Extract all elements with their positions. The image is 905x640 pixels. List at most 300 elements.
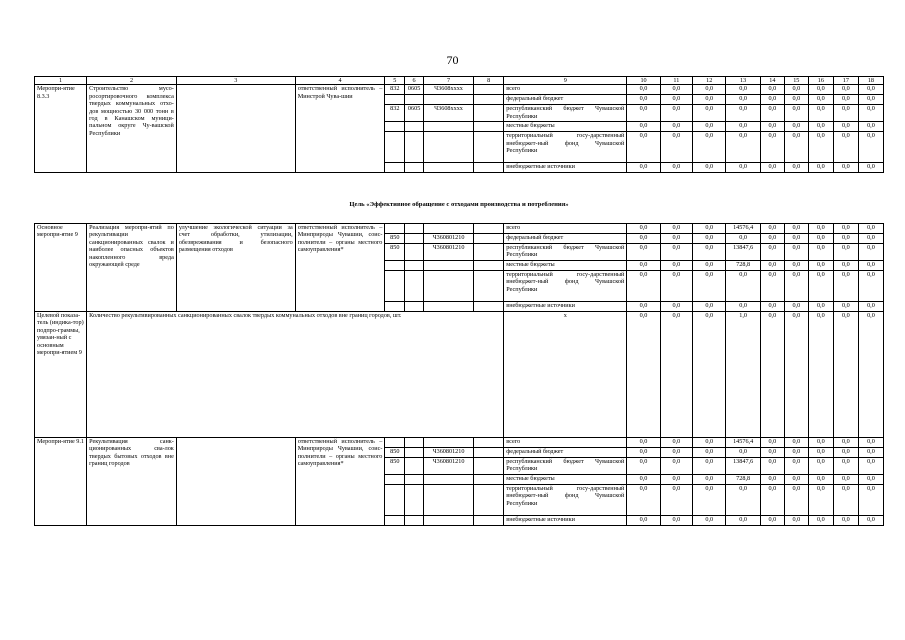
value-cell: 0,0 bbox=[833, 95, 858, 105]
expected-result: улучшение экологической ситуации за счет обработки, утилизации, обезвреживания и безопасного размещения отходов bbox=[176, 224, 295, 312]
value-cell: 0,0 bbox=[726, 105, 760, 122]
value-cell: 0,0 bbox=[726, 302, 760, 312]
header-cell: 13 bbox=[726, 77, 760, 85]
header-cell: 4 bbox=[295, 77, 385, 85]
section-code bbox=[405, 485, 424, 516]
grbs-code bbox=[385, 163, 405, 173]
value-cell: 0,0 bbox=[858, 271, 883, 302]
value-cell: 0,0 bbox=[693, 261, 726, 271]
target-article-code bbox=[423, 475, 473, 485]
target-article-code: Ч360801210 bbox=[423, 448, 473, 458]
value-cell: 0,0 bbox=[760, 95, 784, 105]
value-cell: 0,0 bbox=[760, 438, 784, 448]
value-cell: 0,0 bbox=[833, 271, 858, 302]
value-cell: 0,0 bbox=[627, 244, 660, 261]
funding-source: федеральный бюджет bbox=[504, 448, 627, 458]
grbs-code: 850 bbox=[385, 234, 405, 244]
value-cell: 0,0 bbox=[660, 224, 692, 234]
value-cell: 0,0 bbox=[784, 163, 808, 173]
value-cell: 0,0 bbox=[693, 105, 726, 122]
expense-type-code bbox=[474, 271, 504, 302]
value-cell: 0,0 bbox=[660, 105, 692, 122]
expense-type-code bbox=[474, 163, 504, 173]
grbs-code bbox=[385, 261, 405, 271]
indicator-marker: x bbox=[504, 312, 627, 438]
value-cell: 0,0 bbox=[833, 475, 858, 485]
value-cell: 0,0 bbox=[693, 85, 726, 95]
expense-type-code bbox=[474, 132, 504, 163]
value-cell: 0,0 bbox=[726, 163, 760, 173]
header-cell: 18 bbox=[858, 77, 883, 85]
value-cell: 0,0 bbox=[726, 485, 760, 516]
section-code bbox=[405, 234, 424, 244]
value-cell: 0,0 bbox=[833, 163, 858, 173]
section-code bbox=[405, 261, 424, 271]
value-cell: 0,0 bbox=[760, 516, 784, 526]
funding-source: республиканский бюджет Чувашской Республики bbox=[504, 105, 627, 122]
indicator-description: Количество рекультивированных санкционированных свалок твердых коммунальных отходов вне границ городов, шт. bbox=[87, 312, 504, 438]
value-cell: 0,0 bbox=[760, 105, 784, 122]
indicator-value: 1,0 bbox=[726, 312, 760, 438]
value-cell: 0,0 bbox=[760, 485, 784, 516]
value-cell: 0,0 bbox=[726, 95, 760, 105]
value-cell: 0,0 bbox=[627, 163, 660, 173]
section-code bbox=[405, 516, 424, 526]
value-cell: 0,0 bbox=[784, 271, 808, 302]
value-cell: 0,0 bbox=[784, 475, 808, 485]
target-article-code: Ч360801210 bbox=[423, 244, 473, 261]
value-cell: 0,0 bbox=[833, 261, 858, 271]
expense-type-code bbox=[474, 105, 504, 122]
funding-source: территориальный госу-дарственный внебюджет-ный фонд Чувашской Республики bbox=[504, 271, 627, 302]
value-cell: 0,0 bbox=[858, 485, 883, 516]
value-cell: 0,0 bbox=[627, 224, 660, 234]
value-cell: 0,0 bbox=[660, 516, 692, 526]
value-cell: 0,0 bbox=[808, 271, 833, 302]
section-code bbox=[405, 475, 424, 485]
value-cell: 0,0 bbox=[784, 132, 808, 163]
header-cell: 15 bbox=[784, 77, 808, 85]
value-cell: 13847,6 bbox=[726, 458, 760, 475]
table-row bbox=[35, 85, 884, 95]
indicator-title: Целевой показа-тель (индика-тор) подпро-граммы, увязан-ный с основным меропри-ятием 9 bbox=[35, 312, 87, 438]
expected-result bbox=[176, 438, 295, 526]
value-cell: 0,0 bbox=[693, 234, 726, 244]
expense-type-code bbox=[474, 95, 504, 105]
target-article-code bbox=[423, 95, 473, 105]
value-cell: 0,0 bbox=[627, 85, 660, 95]
grbs-code bbox=[385, 95, 405, 105]
funding-source: территориальный госу-дарственный внебюджет-ный фонд Чувашской Республики bbox=[504, 485, 627, 516]
activity-code: Основное меропри-ятие 9 bbox=[35, 224, 87, 312]
value-cell: 0,0 bbox=[627, 122, 660, 132]
grbs-code bbox=[385, 475, 405, 485]
expense-type-code bbox=[474, 85, 504, 95]
value-cell: 0,0 bbox=[808, 95, 833, 105]
section-code: 0605 bbox=[405, 105, 424, 122]
value-cell: 0,0 bbox=[660, 458, 692, 475]
value-cell: 0,0 bbox=[693, 302, 726, 312]
funding-source: всего bbox=[504, 438, 627, 448]
responsible-executor: ответственный исполнитель – Минприроды Чувашии, соис-полнители – органы местного самоуправления* bbox=[295, 224, 385, 312]
value-cell: 0,0 bbox=[660, 485, 692, 516]
section-code: 0605 bbox=[405, 85, 424, 95]
section-code bbox=[405, 302, 424, 312]
value-cell: 0,0 bbox=[784, 458, 808, 475]
value-cell: 0,0 bbox=[726, 234, 760, 244]
value-cell: 0,0 bbox=[726, 122, 760, 132]
funding-source: внебюджетные источники bbox=[504, 516, 627, 526]
funding-source: местные бюджеты bbox=[504, 122, 627, 132]
grbs-code bbox=[385, 516, 405, 526]
value-cell: 0,0 bbox=[808, 224, 833, 234]
header-cell: 17 bbox=[833, 77, 858, 85]
grbs-code bbox=[385, 271, 405, 302]
target-article-code bbox=[423, 261, 473, 271]
value-cell: 0,0 bbox=[784, 516, 808, 526]
value-cell: 0,0 bbox=[660, 271, 692, 302]
value-cell: 0,0 bbox=[808, 302, 833, 312]
funding-source: республиканский бюджет Чувашской Республики bbox=[504, 458, 627, 475]
value-cell: 0,0 bbox=[858, 244, 883, 261]
value-cell: 728,8 bbox=[726, 261, 760, 271]
funding-source: внебюджетные источники bbox=[504, 163, 627, 173]
value-cell: 0,0 bbox=[660, 95, 692, 105]
value-cell: 0,0 bbox=[693, 516, 726, 526]
value-cell: 0,0 bbox=[833, 302, 858, 312]
value-cell: 0,0 bbox=[858, 448, 883, 458]
section-code bbox=[405, 95, 424, 105]
value-cell: 0,0 bbox=[660, 475, 692, 485]
value-cell: 0,0 bbox=[858, 85, 883, 95]
value-cell: 0,0 bbox=[808, 122, 833, 132]
header-cell: 3 bbox=[176, 77, 295, 85]
target-article-code bbox=[423, 271, 473, 302]
value-cell: 0,0 bbox=[808, 105, 833, 122]
expense-type-code bbox=[474, 475, 504, 485]
indicator-value: 0,0 bbox=[808, 312, 833, 438]
value-cell: 0,0 bbox=[858, 95, 883, 105]
value-cell: 0,0 bbox=[858, 163, 883, 173]
value-cell: 0,0 bbox=[833, 132, 858, 163]
value-cell: 0,0 bbox=[627, 438, 660, 448]
value-cell: 0,0 bbox=[760, 271, 784, 302]
value-cell: 0,0 bbox=[693, 271, 726, 302]
indicator-value: 0,0 bbox=[760, 312, 784, 438]
value-cell: 0,0 bbox=[760, 224, 784, 234]
target-article-code: Ч3608хххх bbox=[423, 85, 473, 95]
value-cell: 0,0 bbox=[833, 244, 858, 261]
section-code bbox=[405, 271, 424, 302]
value-cell: 0,0 bbox=[660, 122, 692, 132]
value-cell: 0,0 bbox=[627, 516, 660, 526]
value-cell: 0,0 bbox=[784, 234, 808, 244]
value-cell: 0,0 bbox=[833, 448, 858, 458]
value-cell: 0,0 bbox=[693, 132, 726, 163]
activity-name: Реализация меропри-ятий по рекультивации санкционированных свалок и наиболее опасных объектов накопленного вреда окружающей среде bbox=[87, 224, 177, 312]
header-cell: 2 bbox=[87, 77, 177, 85]
value-cell: 0,0 bbox=[693, 95, 726, 105]
expense-type-code bbox=[474, 438, 504, 448]
header-cell: 12 bbox=[693, 77, 726, 85]
value-cell: 0,0 bbox=[760, 244, 784, 261]
value-cell: 0,0 bbox=[833, 458, 858, 475]
value-cell: 0,0 bbox=[760, 163, 784, 173]
expected-result bbox=[176, 85, 295, 173]
value-cell: 0,0 bbox=[784, 122, 808, 132]
value-cell: 0,0 bbox=[627, 485, 660, 516]
value-cell: 0,0 bbox=[784, 244, 808, 261]
value-cell: 0,0 bbox=[833, 224, 858, 234]
value-cell: 0,0 bbox=[784, 105, 808, 122]
value-cell: 0,0 bbox=[693, 244, 726, 261]
section-code bbox=[405, 458, 424, 475]
value-cell: 0,0 bbox=[760, 85, 784, 95]
target-article-code bbox=[423, 122, 473, 132]
value-cell: 0,0 bbox=[660, 132, 692, 163]
value-cell: 0,0 bbox=[726, 448, 760, 458]
value-cell: 0,0 bbox=[760, 261, 784, 271]
value-cell: 0,0 bbox=[760, 448, 784, 458]
value-cell: 0,0 bbox=[833, 85, 858, 95]
value-cell: 0,0 bbox=[627, 261, 660, 271]
indicator-value: 0,0 bbox=[784, 312, 808, 438]
section-code bbox=[405, 163, 424, 173]
value-cell: 0,0 bbox=[808, 516, 833, 526]
section-code bbox=[405, 448, 424, 458]
funding-source: федеральный бюджет bbox=[504, 234, 627, 244]
value-cell: 14576,4 bbox=[726, 438, 760, 448]
value-cell: 0,0 bbox=[784, 85, 808, 95]
target-article-code: Ч3608хххх bbox=[423, 105, 473, 122]
section-code bbox=[405, 438, 424, 448]
value-cell: 0,0 bbox=[627, 234, 660, 244]
target-article-code bbox=[423, 516, 473, 526]
funding-source: всего bbox=[504, 224, 627, 234]
value-cell: 0,0 bbox=[760, 302, 784, 312]
grbs-code: 832 bbox=[385, 85, 405, 95]
expense-type-code bbox=[474, 244, 504, 261]
value-cell: 0,0 bbox=[784, 485, 808, 516]
expense-type-code bbox=[474, 224, 504, 234]
funding-source: федеральный бюджет bbox=[504, 95, 627, 105]
value-cell: 0,0 bbox=[760, 458, 784, 475]
responsible-executor: ответственный исполнитель – Минприроды Чувашии, соис-полнители – органы местного самоуправления* bbox=[295, 438, 385, 526]
value-cell: 0,0 bbox=[660, 244, 692, 261]
value-cell: 0,0 bbox=[808, 475, 833, 485]
value-cell: 0,0 bbox=[693, 438, 726, 448]
funding-source: всего bbox=[504, 85, 627, 95]
header-cell: 1 bbox=[35, 77, 87, 85]
value-cell: 728,8 bbox=[726, 475, 760, 485]
value-cell: 0,0 bbox=[858, 224, 883, 234]
budget-table-bottom bbox=[34, 223, 884, 526]
value-cell: 0,0 bbox=[858, 438, 883, 448]
grbs-code bbox=[385, 438, 405, 448]
indicator-value: 0,0 bbox=[693, 312, 726, 438]
budget-table-top bbox=[34, 76, 884, 173]
value-cell: 0,0 bbox=[858, 105, 883, 122]
value-cell: 0,0 bbox=[858, 516, 883, 526]
expense-type-code bbox=[474, 458, 504, 475]
value-cell: 0,0 bbox=[760, 122, 784, 132]
indicator-value: 0,0 bbox=[627, 312, 660, 438]
target-article-code bbox=[423, 132, 473, 163]
value-cell: 0,0 bbox=[858, 475, 883, 485]
indicator-row bbox=[35, 312, 884, 438]
header-cell: 8 bbox=[474, 77, 504, 85]
value-cell: 0,0 bbox=[693, 475, 726, 485]
grbs-code: 850 bbox=[385, 448, 405, 458]
value-cell: 13847,6 bbox=[726, 244, 760, 261]
value-cell: 0,0 bbox=[808, 244, 833, 261]
value-cell: 0,0 bbox=[627, 458, 660, 475]
value-cell: 0,0 bbox=[627, 271, 660, 302]
value-cell: 0,0 bbox=[833, 105, 858, 122]
header-cell: 16 bbox=[808, 77, 833, 85]
value-cell: 0,0 bbox=[784, 261, 808, 271]
value-cell: 0,0 bbox=[693, 458, 726, 475]
value-cell: 0,0 bbox=[660, 438, 692, 448]
grbs-code: 850 bbox=[385, 458, 405, 475]
value-cell: 0,0 bbox=[660, 448, 692, 458]
table-row bbox=[35, 438, 884, 448]
expense-type-code bbox=[474, 485, 504, 516]
funding-source: внебюджетные источники bbox=[504, 302, 627, 312]
value-cell: 0,0 bbox=[808, 485, 833, 516]
value-cell: 0,0 bbox=[808, 132, 833, 163]
expense-type-code bbox=[474, 516, 504, 526]
section-code bbox=[405, 122, 424, 132]
value-cell: 0,0 bbox=[784, 302, 808, 312]
target-article-code: Ч360801210 bbox=[423, 234, 473, 244]
grbs-code bbox=[385, 302, 405, 312]
value-cell: 0,0 bbox=[808, 234, 833, 244]
value-cell: 0,0 bbox=[726, 132, 760, 163]
value-cell: 0,0 bbox=[627, 302, 660, 312]
expense-type-code bbox=[474, 261, 504, 271]
responsible-executor: ответственный исполнитель – Минстрой Чува-шии bbox=[295, 85, 385, 173]
expense-type-code bbox=[474, 302, 504, 312]
value-cell: 0,0 bbox=[726, 271, 760, 302]
expense-type-code bbox=[474, 448, 504, 458]
value-cell: 0,0 bbox=[693, 448, 726, 458]
header-cell: 11 bbox=[660, 77, 692, 85]
value-cell: 0,0 bbox=[726, 85, 760, 95]
value-cell: 0,0 bbox=[858, 458, 883, 475]
activity-name: Рекультивация санк-ционированных сва-лок твердых бытовых отходов вне границ городов bbox=[87, 438, 177, 526]
value-cell: 0,0 bbox=[760, 234, 784, 244]
value-cell: 0,0 bbox=[660, 85, 692, 95]
goal-title: Цель «Эффективное обращение с отходами производства и потребления» bbox=[349, 201, 569, 208]
value-cell: 0,0 bbox=[808, 163, 833, 173]
section-code bbox=[405, 244, 424, 261]
value-cell: 0,0 bbox=[693, 163, 726, 173]
value-cell: 0,0 bbox=[833, 122, 858, 132]
value-cell: 0,0 bbox=[693, 224, 726, 234]
value-cell: 0,0 bbox=[833, 485, 858, 516]
value-cell: 0,0 bbox=[784, 224, 808, 234]
value-cell: 0,0 bbox=[660, 302, 692, 312]
target-article-code bbox=[423, 485, 473, 516]
value-cell: 0,0 bbox=[693, 485, 726, 516]
value-cell: 0,0 bbox=[784, 448, 808, 458]
page-number: 70 bbox=[446, 53, 459, 67]
activity-name: Строительство мусо-росортировочного комплекса твердых коммунальных отхо-дов мощностью 30 000 тонн в год в Канашском муници-пальном округе Чу-вашской Республики bbox=[87, 85, 177, 173]
value-cell: 0,0 bbox=[858, 261, 883, 271]
header-cell: 6 bbox=[405, 77, 424, 85]
value-cell: 0,0 bbox=[808, 85, 833, 95]
header-cell: 14 bbox=[760, 77, 784, 85]
value-cell: 0,0 bbox=[833, 516, 858, 526]
grbs-code bbox=[385, 132, 405, 163]
value-cell: 0,0 bbox=[858, 234, 883, 244]
value-cell: 0,0 bbox=[808, 448, 833, 458]
grbs-code bbox=[385, 122, 405, 132]
value-cell: 0,0 bbox=[627, 105, 660, 122]
section-code bbox=[405, 132, 424, 163]
section-code bbox=[405, 224, 424, 234]
value-cell: 0,0 bbox=[784, 95, 808, 105]
target-article-code: Ч360801210 bbox=[423, 458, 473, 475]
target-article-code bbox=[423, 438, 473, 448]
activity-code: Меропри-ятие 9.1 bbox=[35, 438, 87, 526]
value-cell: 0,0 bbox=[808, 438, 833, 448]
expense-type-code bbox=[474, 234, 504, 244]
funding-source: республиканский бюджет Чувашской Республики bbox=[504, 244, 627, 261]
value-cell: 0,0 bbox=[627, 95, 660, 105]
target-article-code bbox=[423, 163, 473, 173]
table-row bbox=[35, 224, 884, 234]
value-cell: 0,0 bbox=[858, 122, 883, 132]
grbs-code: 850 bbox=[385, 244, 405, 261]
header-cell: 10 bbox=[627, 77, 660, 85]
value-cell: 0,0 bbox=[833, 438, 858, 448]
header-cell: 7 bbox=[423, 77, 473, 85]
value-cell: 0,0 bbox=[627, 475, 660, 485]
grbs-code bbox=[385, 485, 405, 516]
value-cell: 0,0 bbox=[627, 448, 660, 458]
header-cell: 9 bbox=[504, 77, 627, 85]
grbs-code bbox=[385, 224, 405, 234]
indicator-value: 0,0 bbox=[833, 312, 858, 438]
value-cell: 0,0 bbox=[833, 234, 858, 244]
value-cell: 0,0 bbox=[858, 302, 883, 312]
value-cell: 0,0 bbox=[784, 438, 808, 448]
value-cell: 0,0 bbox=[726, 516, 760, 526]
funding-source: территориальный госу-дарственный внебюджет-ный фонд Чувашской Республики bbox=[504, 132, 627, 163]
value-cell: 0,0 bbox=[760, 475, 784, 485]
indicator-value: 0,0 bbox=[858, 312, 883, 438]
header-row bbox=[35, 77, 884, 85]
value-cell: 0,0 bbox=[760, 132, 784, 163]
value-cell: 0,0 bbox=[693, 122, 726, 132]
grbs-code: 832 bbox=[385, 105, 405, 122]
value-cell: 0,0 bbox=[808, 458, 833, 475]
value-cell: 0,0 bbox=[808, 261, 833, 271]
value-cell: 0,0 bbox=[660, 261, 692, 271]
expense-type-code bbox=[474, 122, 504, 132]
activity-code: Меропри-ятие 8.3.3 bbox=[35, 85, 87, 173]
value-cell: 14576,4 bbox=[726, 224, 760, 234]
funding-source: местные бюджеты bbox=[504, 475, 627, 485]
value-cell: 0,0 bbox=[660, 163, 692, 173]
target-article-code bbox=[423, 302, 473, 312]
value-cell: 0,0 bbox=[627, 132, 660, 163]
indicator-value: 0,0 bbox=[660, 312, 692, 438]
target-article-code bbox=[423, 224, 473, 234]
value-cell: 0,0 bbox=[660, 234, 692, 244]
